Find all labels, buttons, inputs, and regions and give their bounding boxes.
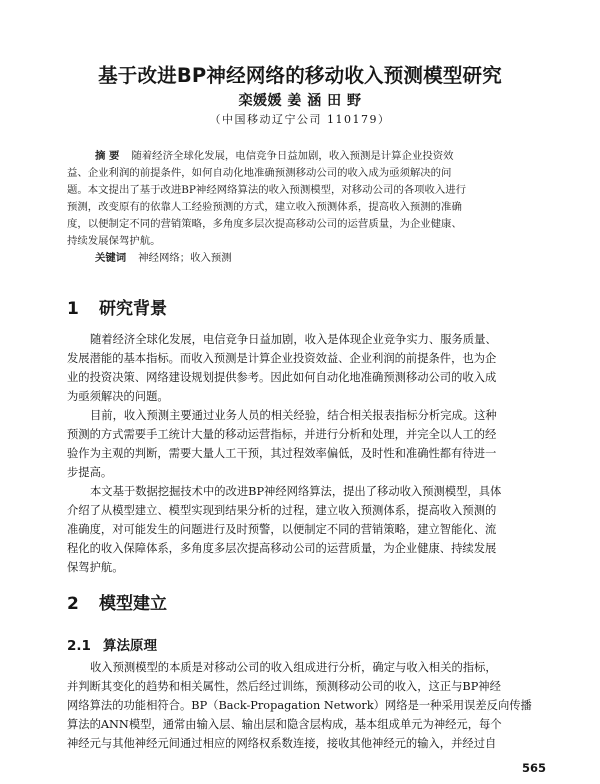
body-line: 验作为主观的判断，需要大量人工干预，其过程效率偏低，及时性和准确性都有待进一 xyxy=(67,447,497,460)
section-heading-1: 1 研究背景 xyxy=(67,299,167,319)
body-line: 算法的ANN模型，通常由输入层、输出层和隐含层构成，基本组成单元为神经元，每个 xyxy=(67,718,502,731)
body-line: 介绍了从模型建立、模型实现到结果分析的过程，建立收入预测体系，提高收入预测的 xyxy=(67,504,497,517)
body-line: 神经元与其他神经元间通过相应的网络权系数连接，接收其他神经元的输入，并经过自 xyxy=(67,737,497,750)
body-line: 步提高。 xyxy=(67,466,113,479)
section2-1-paragraph xyxy=(67,658,545,753)
abstract-line: 摘 要 随着经济全球化发展，电信竞争日益加剧，收入预测是计算企业投资效 xyxy=(95,150,454,162)
body-line: 发展潜能的基本指标。而收入预测是计算企业投资效益、企业利润的前提条件，也为企 xyxy=(67,352,497,365)
abstract-line: 度，以便制定不同的营销策略，多角度多层次提高移动公司的运营质量，为企业健康、 xyxy=(67,218,462,230)
abstract-line: 题。本文提出了基于改进BP神经网络算法的收入预测模型，对移动公司的各项收入进行 xyxy=(67,184,467,196)
paper-title: 基于改进BP神经网络的移动收入预测模型研究 xyxy=(98,64,502,87)
page-number: 565 xyxy=(521,761,546,775)
body-line: 业的投资决策、网络建设规划提供参考。因此如何自动化地准确预测移动公司的收入成 xyxy=(67,371,497,384)
author-affiliation: （中国移动辽宁公司 110179） xyxy=(209,113,391,126)
body-line: 预测的方式需要手工统计大量的移动运营指标，并进行分析和处理，并完全以人工的经 xyxy=(67,428,497,441)
abstract-block xyxy=(67,148,542,267)
section-heading-2: 2 模型建立 xyxy=(67,594,167,614)
body-line: 为亟须解决的问题。 xyxy=(67,390,169,403)
abstract-line: 益、企业利润的前提条件，如何自动化地准确预测移动公司的收入成为亟须解决的问 xyxy=(67,167,452,179)
keywords-label: 关键词 xyxy=(95,252,127,264)
keywords: 神经网络；收入预测 xyxy=(138,252,232,264)
body-line: 保驾护航。 xyxy=(67,561,124,574)
body-line: 并判断其变化的趋势和相关属性，然后经过训练，预测移动公司的收入，这正与BP神经 xyxy=(67,680,501,693)
body-line: 网络算法的功能相符合。BP（Back-Propagation Network）网络是一种采用误差反向传播 xyxy=(67,699,532,712)
author-list: 栾媛媛 姜 涵 田 野 xyxy=(238,93,362,109)
abstract-label: 摘 要 xyxy=(95,150,120,162)
keywords-line xyxy=(67,250,542,267)
abstract-line: 预测，改变原有的依靠人工经验预测的方式，建立收入预测体系，提高收入预测的准确 xyxy=(67,201,462,213)
section1-paragraph-3 xyxy=(67,482,545,577)
body-line: 程化的收入保障体系，多角度多层次提高移动公司的运营质量，为企业健康、持续发展 xyxy=(67,542,497,555)
section1-paragraph-2 xyxy=(67,406,545,482)
body-line: 目前，收入预测主要通过业务人员的相关经验，结合相关报表指标分析完成。这种 xyxy=(90,409,497,422)
body-line: 随着经济全球化发展，电信竞争日益加剧，收入是体现企业竞争实力、服务质量、 xyxy=(90,333,497,346)
section1-paragraph-1 xyxy=(67,330,545,406)
abstract-line: 持续发展保驾护航。 xyxy=(67,235,161,247)
body-line: 准确度，对可能发生的问题进行及时预警，以便制定不同的营销策略，建立智能化、流 xyxy=(67,523,497,536)
subsection-heading-2-1: 2.1 算法原理 xyxy=(67,638,157,654)
body-line: 本文基于数据挖掘技术中的改进BP神经网络算法，提出了移动收入预测模型，具体 xyxy=(90,485,502,498)
body-line: 收入预测模型的本质是对移动公司的收入组成进行分析，确定与收入相关的指标， xyxy=(90,661,497,674)
